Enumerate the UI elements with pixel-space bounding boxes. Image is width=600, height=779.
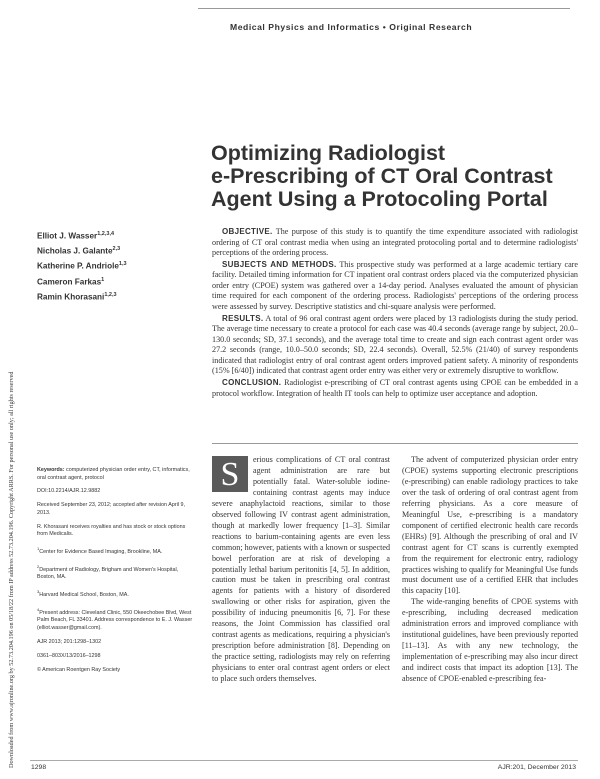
article-title: [211, 142, 581, 211]
author-affiliation: 1,3: [118, 261, 127, 268]
body-paragraph: The advent of computerized physician order entry (CPOE) systems supporting electronic prescriptions (e-prescribing) can enable radiology practices to take over the task of ordering of oral contrast agent from referring physicians. As a core measure of Meaningful Use, e-prescribing is a mandatory component of certified electronic health care records (EHRs) [9]. Although the prescribing of oral and IV contrast agent for CT scans is currently exempted from the requirement for electronic entry, radiology practices wishing to qualify for Meaningful Use funds must document use of a certified EHR that includes this capacity [10].: [402, 455, 578, 596]
abstract-heading: CONCLUSION.: [222, 378, 282, 388]
affiliation: $^3$Harvard Medical School, Boston, MA.: [37, 589, 129, 599]
disclosure: R. Khorasani receives royalties and has stock or stock options from Medicalis.: [37, 523, 186, 538]
author-affiliation: 1: [101, 276, 105, 283]
author: [37, 274, 127, 289]
header-rule: [198, 8, 570, 9]
author-affiliation: 2,3: [112, 246, 121, 253]
footer-rule: [30, 760, 578, 761]
page-number: 1298: [31, 764, 47, 771]
affiliation: $^2$Department of Radiology, Brigham and Women's Hospital, Boston, MA.: [37, 564, 179, 581]
author: [37, 243, 127, 258]
author-name: Cameron Farkas: [37, 277, 102, 287]
author-name: Katherine P. Andriole: [37, 262, 119, 272]
body-column-2: [402, 455, 578, 685]
doi: DOI:10.2214/AJR.12.9882: [37, 488, 101, 495]
abstract-conclusion: CONCLUSION. Radiologist e-prescribing of CT oral contrast agents using CPOE can be embedded in a protocol workflow. Integration of health IT tools can help to optimize user acceptance and adoption.: [212, 378, 578, 398]
affiliation: $^1$Center for Evidence Based Imaging, Brookline, MA.: [37, 546, 163, 556]
keywords: Keywords: computerized physician order entry, CT, informatics, oral contrast agent, protocol: [37, 467, 190, 481]
title-line: Optimizing Radiologist: [211, 141, 446, 165]
author-name: Elliot J. Wasser: [37, 231, 98, 241]
body-column-1: [212, 455, 390, 685]
affiliation: $^4$Present address: Cleveland Clinic, 550 Okeechobee Blvd, West Palm Beach, FL 33401. Address correspondence to E. J. Wasser (elliot.wasser@gmail.com).: [37, 607, 193, 631]
author: [37, 228, 127, 243]
author: [37, 289, 127, 304]
title-line: Agent Using a Protocoling Portal: [211, 187, 548, 211]
title-line: e-Prescribing of CT Oral Contrast: [211, 164, 553, 188]
author-name: Ramin Khorasani: [37, 292, 105, 302]
body-paragraph: The wide-ranging benefits of CPOE systems with e-prescribing, including decreased medication administration errors and improved compliance with institutional guidelines, have been previously reported [11–13]. As with any new technology, the implementation of e-prescribing may also incur direct and indirect costs that impact its adoption [13]. The absence of CPOE-enabled e-prescribing fea-: [402, 597, 578, 684]
journal-issue: AJR:201, December 2013: [497, 764, 576, 771]
abstract-divider: [212, 443, 578, 444]
author-list: [37, 228, 127, 304]
abstract-heading: RESULTS.: [222, 313, 264, 323]
author: [37, 258, 127, 273]
citation: AJR 2013; 201:1298–1302: [37, 638, 102, 645]
copyright: © American Roentgen Ray Society: [37, 666, 121, 673]
abstract-results: RESULTS. A total of 96 oral contrast agent orders were placed by 13 radiologists during the study period. The average time necessary to create a protocol for each case was 40.4 seconds (average range by subject, 20.0–130.0 seconds; SD, 37.1 seconds), and the average total time to create and sign each contrast agent order was 27.2 seconds (range, 10.0–50.0 seconds; SD, 22.4 seconds). Overall, 52.5% (21/40) of survey respondents indicated that radiologist entry of oral contrast agent orders improved patient safety. A minority of respondents (15% [6/40]) indicated that contrast agent order entry was either very or extremely disruptive to workflow.: [212, 313, 578, 376]
received-date: Received September 23, 2012; accepted after revision April 9, 2013.: [37, 502, 186, 516]
author-affiliation: 1,2,3: [104, 291, 117, 298]
abstract-heading: SUBJECTS AND METHODS.: [222, 259, 337, 269]
body-paragraph: S erious complications of CT oral contrast agent administration are rare but potentially fatal. Water-soluble iodine-containing contrast agents may induce severe anaphylactoid reactions, similar to those observed following IV contrast agent administration, though at markedly lower frequency [1–3]. Similar reactions to barium-containing agents are even less common; however, patients with a known or suspected bowel perforation are at risk of developing a potentially lethal barium peritonitis [4, 5]. In addition, caution must be taken in prescribing oral contrast agents for patients with a history of disordered swallowing or other risks for aspiration, given the possibility of inducing pneumonitis [6, 7]. For these reasons, the Joint Commission has classified oral contrast agents as medications, requiring a physician's prescription before administration [8]. Depending on the practice setting, radiologists may rely on referring physicians to enter oral contrast agent orders or elect to place such orders themselves.: [212, 455, 390, 684]
article-metadata: [37, 467, 197, 681]
issn: 0361–803X/13/2016–1298: [37, 652, 101, 659]
author-name: Nicholas J. Galante: [37, 246, 113, 256]
abstract-objective: OBJECTIVE. The purpose of this study is to quantify the time expenditure associated with radiologist ordering of CT oral contrast media when using an integrated protocoling portal and to determine radiologists' perceptions of the ordering process.: [212, 227, 578, 258]
section-header: Medical Physics and Informatics • Original Research: [230, 22, 473, 32]
abstract-heading: OBJECTIVE.: [222, 227, 273, 236]
download-notice: Downloaded from www.ajronline.org by 52.73.204.196 on 05/18/22 from IP address 52.73.204.196. Copyright ARRS. For personal use only; all rights reserved: [8, 371, 15, 768]
author-affiliation: 1,2,3,4: [97, 231, 115, 237]
abstract-methods: SUBJECTS AND METHODS. This prospective study was performed at a large academic tertiary care facility. Detailed timing information for CT inpatient oral contrast orders placed via the computerized physician order entry (CPOE) system was gathered over a 14-day period. Analyses evaluated the amount of physician time required for each component of the ordering process. Radiologists' perceptions of the ordering process were assessed by survey. Descriptive statistics and chi-square analysis were performed.: [212, 259, 578, 312]
drop-cap: S: [212, 456, 248, 492]
abstract: [212, 227, 578, 401]
